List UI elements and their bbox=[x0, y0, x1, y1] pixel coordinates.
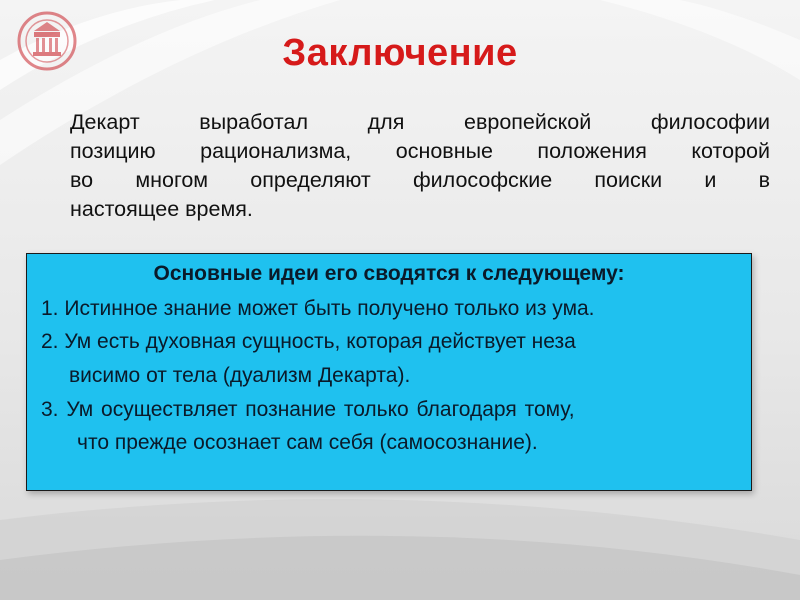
idea-item-continuation: висимо от тела (дуализм Декарта). bbox=[69, 364, 411, 387]
intro-line: настоящее время. bbox=[70, 197, 253, 221]
idea-item: 2. Ум есть духовная сущность, которая действует неза bbox=[41, 330, 576, 353]
idea-item: 1. Истинное знание может быть получено только из ума. bbox=[41, 297, 595, 320]
intro-paragraph bbox=[70, 108, 770, 224]
idea-item: 3. Ум осуществляет познание только благодаря тому, bbox=[41, 398, 575, 421]
idea-item-continuation: что прежде осознает сам себя (самосознание). bbox=[77, 431, 538, 454]
intro-line: Декарт выработал для европейской философии bbox=[70, 110, 770, 134]
ideas-heading: Основные идеи его сводятся к следующему: bbox=[153, 262, 625, 285]
slide-title: Заключение bbox=[282, 32, 518, 74]
intro-line: позицию рационализма, основные положения которой bbox=[70, 139, 770, 163]
intro-line: во многом определяют философские поиски и в bbox=[70, 168, 770, 192]
main-ideas-box bbox=[26, 253, 752, 491]
